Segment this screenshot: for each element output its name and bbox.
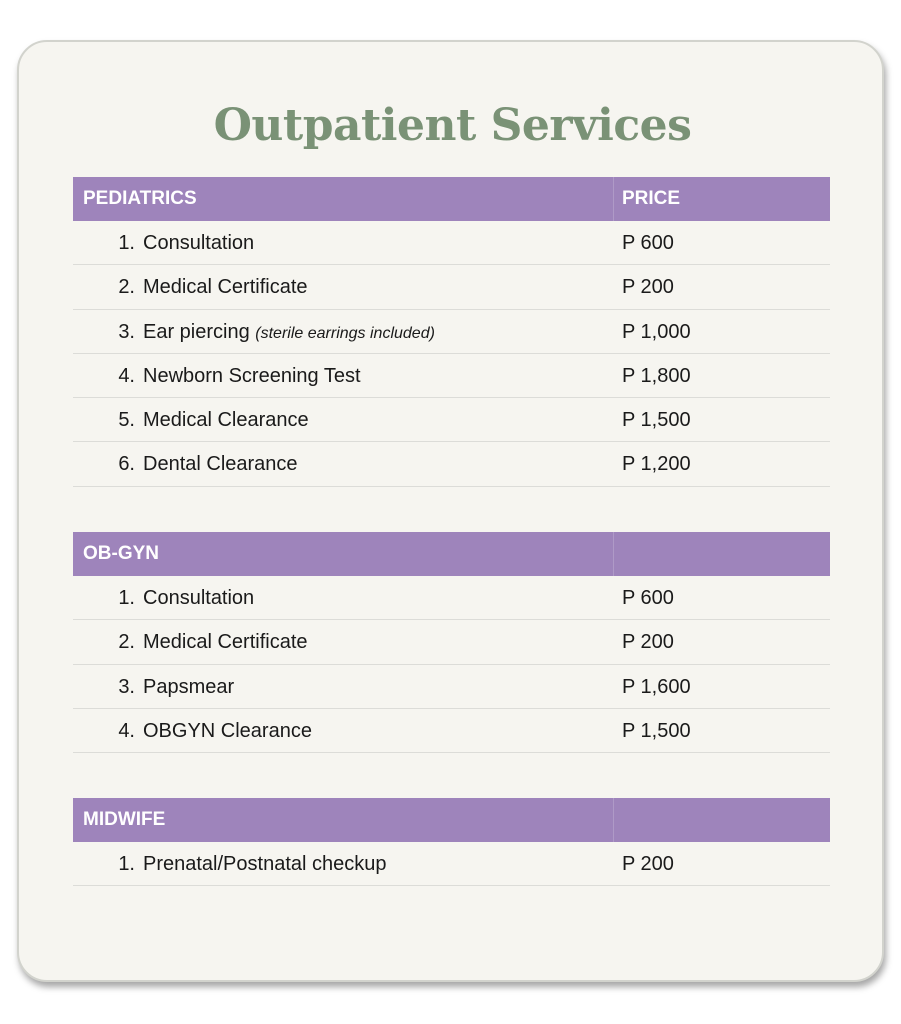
service-price: P 200 xyxy=(622,853,674,875)
service-name xyxy=(135,310,613,353)
item-number: 2. xyxy=(118,631,135,654)
table-header xyxy=(73,177,830,221)
service-price: P 200 xyxy=(622,631,674,654)
item-number: 2. xyxy=(118,276,135,299)
item-number: 1. xyxy=(118,232,135,254)
service-name: Papsmear xyxy=(143,675,235,698)
item-number: 1. xyxy=(118,853,135,875)
table-row xyxy=(73,665,830,709)
obgyn-table xyxy=(73,532,830,753)
service-price: P 1,500 xyxy=(622,719,691,742)
service-name xyxy=(135,221,613,264)
service-name xyxy=(135,265,613,308)
service-note: (sterile earrings included) xyxy=(255,324,435,342)
item-number: 5. xyxy=(118,409,135,432)
service-label: Dental Clearance xyxy=(143,453,298,476)
table-row xyxy=(73,398,830,442)
service-price: P 1,000 xyxy=(622,320,691,343)
table-row xyxy=(73,221,830,265)
item-number: 4. xyxy=(118,364,135,387)
service-label: Consultation xyxy=(143,232,255,254)
table-row xyxy=(73,709,830,753)
service-name: Prenatal/Postnatal checkup xyxy=(143,853,387,875)
price-header xyxy=(613,532,830,576)
service-label: Medical Certificate xyxy=(143,276,308,299)
table-header xyxy=(73,798,830,842)
service-name: Consultation xyxy=(143,587,255,609)
pediatrics-table xyxy=(73,177,830,487)
service-label: Medical Clearance xyxy=(143,409,309,432)
item-number: 3. xyxy=(118,675,135,698)
service-price: P 600 xyxy=(622,232,674,254)
item-number: 3. xyxy=(118,320,135,343)
service-price: P 1,600 xyxy=(622,675,691,698)
service-name xyxy=(135,442,613,485)
service-name xyxy=(135,354,613,397)
table-row xyxy=(73,310,830,354)
service-price: P 1,500 xyxy=(622,409,691,432)
item-number: 6. xyxy=(118,453,135,476)
item-number: 4. xyxy=(118,719,135,742)
section-header: PEDIATRICS xyxy=(83,188,197,209)
service-name: OBGYN Clearance xyxy=(143,719,312,742)
service-label: Newborn Screening Test xyxy=(143,364,361,387)
service-label: Ear piercing xyxy=(143,320,250,343)
section-header: MIDWIFE xyxy=(83,809,166,830)
table-row xyxy=(73,576,830,620)
midwife-table xyxy=(73,798,830,886)
services-card xyxy=(17,40,884,982)
table-row xyxy=(73,354,830,398)
price-header: PRICE xyxy=(613,177,830,221)
page-title: Outpatient Services xyxy=(213,100,692,151)
table-row xyxy=(73,620,830,664)
table-row xyxy=(73,842,830,886)
service-name xyxy=(135,398,613,441)
service-price: P 600 xyxy=(622,587,674,609)
table-row xyxy=(73,442,830,486)
item-number: 1. xyxy=(118,587,135,609)
service-price: P 1,800 xyxy=(622,364,691,387)
section-header: OB-GYN xyxy=(83,543,159,564)
table-row xyxy=(73,265,830,309)
service-price: P 1,200 xyxy=(622,453,691,476)
price-header xyxy=(613,798,830,842)
service-price: P 200 xyxy=(622,276,674,299)
service-name: Medical Certificate xyxy=(143,631,308,654)
table-header xyxy=(73,532,830,576)
